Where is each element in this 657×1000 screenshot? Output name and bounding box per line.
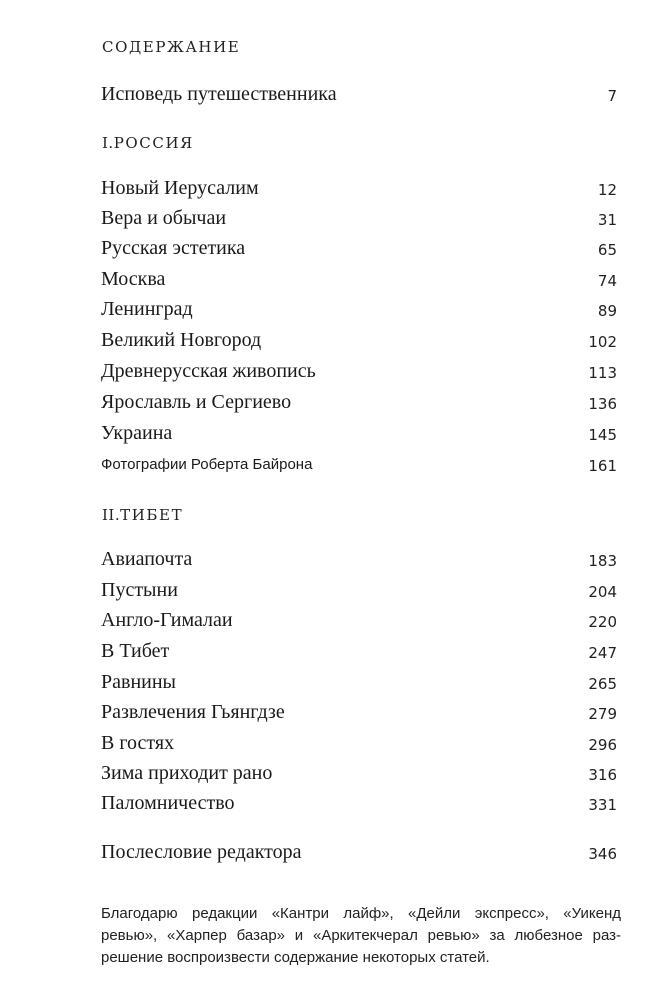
toc-entry-title: Ярославль и Сергиево: [101, 391, 292, 413]
toc-entry-page: 65: [597, 241, 617, 259]
part-title: ТИБЕТ: [120, 506, 184, 524]
toc-entry[interactable]: [101, 609, 617, 635]
toc-entry-page: 265: [588, 675, 617, 693]
toc-entry-page: 74: [597, 272, 617, 290]
toc-entry-title: Послесловие редактора: [101, 841, 302, 863]
toc-entry[interactable]: [101, 268, 617, 294]
part-title: РОССИЯ: [113, 134, 194, 152]
toc-entry[interactable]: [101, 792, 617, 818]
toc-entry-title: Зима приходит рано: [101, 762, 273, 784]
toc-entry-title: В Тибет: [101, 640, 170, 662]
toc-entry-page: 12: [597, 181, 617, 199]
toc-entry-title: Москва: [101, 268, 166, 290]
toc-entry[interactable]: [101, 422, 617, 448]
toc-entry-title: Авиапочта: [101, 548, 193, 570]
part-heading-tibet: [102, 506, 183, 524]
toc-entry-title: Древнерусская живопись: [101, 360, 316, 382]
acknowledgement-line: ревью», «Харпер базар» и «Аркитекчерал ревью» за любезное раз-: [101, 927, 621, 944]
toc-entry[interactable]: [101, 207, 617, 233]
toc-entry[interactable]: [101, 548, 617, 574]
toc-entry-page: 346: [588, 845, 617, 863]
toc-entry-page: 183: [588, 552, 617, 570]
toc-entry[interactable]: [101, 762, 617, 788]
toc-entry-title: Украина: [101, 422, 173, 444]
toc-entry-page: 204: [588, 583, 617, 601]
toc-entry[interactable]: [101, 298, 617, 324]
toc-entry-title: Равнины: [101, 671, 176, 693]
toc-entry-title: В гостях: [101, 732, 175, 754]
toc-entry-afterword[interactable]: [101, 841, 617, 867]
toc-entry-title: Фотографии Роберта Байрона: [101, 456, 313, 473]
contents-heading: СОДЕРЖАНИЕ: [102, 38, 241, 56]
toc-entry-page: 247: [588, 644, 617, 662]
toc-entry-title: Исповедь путешественника: [101, 83, 337, 105]
toc-entry-page: 113: [588, 364, 617, 382]
toc-entry-title: Великий Новгород: [101, 329, 262, 351]
toc-entry[interactable]: [101, 237, 617, 263]
acknowledgement-line: Благодарю редакции «Кантри лайф», «Дейли экспресс», «Уикенд: [101, 905, 621, 922]
toc-entry-page: 220: [588, 613, 617, 631]
toc-entry-page: 136: [588, 395, 617, 413]
part-numeral: II.: [102, 506, 121, 524]
toc-entry-title: Паломничество: [101, 792, 235, 814]
toc-entry[interactable]: [101, 391, 617, 417]
toc-entry-page: 279: [588, 705, 617, 723]
acknowledgement-note: [101, 903, 621, 969]
toc-entry[interactable]: [101, 579, 617, 605]
toc-entry-intro[interactable]: [101, 83, 617, 109]
part-heading-russia: [102, 134, 194, 152]
toc-entry-page: 331: [588, 796, 617, 814]
part-numeral: I.: [102, 134, 114, 152]
toc-entry-title: Новый Иерусалим: [101, 177, 259, 199]
toc-entry-page: 145: [588, 426, 617, 444]
toc-entry-page: 102: [588, 333, 617, 351]
toc-entry[interactable]: [101, 329, 617, 355]
toc-entry-title: Русская эстетика: [101, 237, 246, 259]
toc-entry-page: 316: [588, 766, 617, 784]
toc-entry-page: 296: [588, 736, 617, 754]
toc-entry-title: Ленинград: [101, 298, 193, 320]
toc-entry-photos[interactable]: [101, 453, 617, 479]
toc-entry-page: 89: [597, 302, 617, 320]
acknowledgement-line: решение воспроизвести содержание некоторых статей.: [101, 949, 490, 966]
toc-entry[interactable]: [101, 671, 617, 697]
toc-entry-page: 7: [607, 87, 617, 105]
toc-entry[interactable]: [101, 177, 617, 203]
toc-entry-page: 161: [588, 457, 617, 475]
toc-entry[interactable]: [101, 732, 617, 758]
toc-entry-page: 31: [597, 211, 617, 229]
toc-entry[interactable]: [101, 701, 617, 727]
toc-entry[interactable]: [101, 360, 617, 386]
toc-entry-title: Англо-Гималаи: [101, 609, 233, 631]
toc-entry-title: Вера и обычаи: [101, 207, 227, 229]
toc-entry-title: Развлечения Гьянгдзе: [101, 701, 285, 723]
toc-entry-title: Пустыни: [101, 579, 178, 601]
toc-entry[interactable]: [101, 640, 617, 666]
